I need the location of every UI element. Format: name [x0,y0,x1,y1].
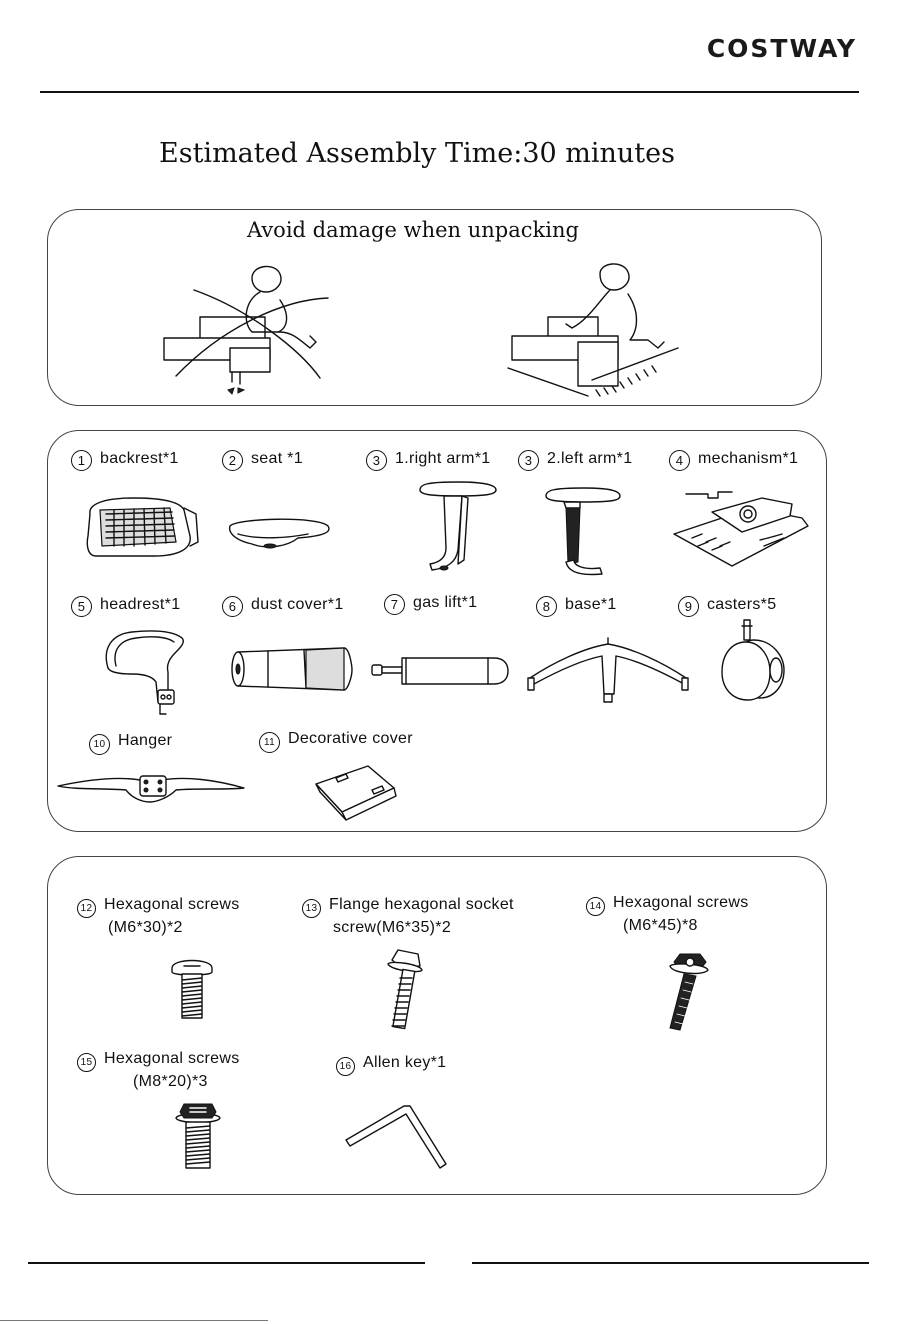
mechanism-icon [672,484,812,574]
part-label-headrest: 5 headrest*1 [71,596,180,617]
hardware-label-allen-key: 16 Allen key*1 [336,1053,446,1076]
unpacking-wrong-icon [160,260,350,400]
part-label-left-arm: 3 2.left arm*1 [518,450,632,471]
flange-screw-icon [380,948,426,1032]
long-screw-icon [664,950,714,1032]
decorative-cover-icon [312,764,398,824]
unpacking-correct-icon [508,260,698,400]
hardware-label-m8x20: 15 Hexagonal screws (M8*20)*3 [77,1049,240,1092]
part-label-casters: 9 casters*5 [678,596,776,617]
caster-icon [720,618,790,704]
backrest-icon [84,496,204,560]
footer-divider-left [28,1262,425,1264]
hex-bolt-icon [174,1100,222,1170]
right-arm-icon [418,480,498,580]
dust-cover-icon [228,646,352,692]
hardware-label-m6x30: 12 Hexagonal screws (M6*30)*2 [77,895,240,938]
part-label-dust-cover: 6 dust cover*1 [222,596,344,617]
gas-lift-icon [370,654,510,688]
footer-divider-right [472,1262,869,1264]
part-label-gas-lift: 7 gas lift*1 [384,594,477,615]
part-label-right-arm: 3 1.right arm*1 [366,450,491,471]
hanger-icon [56,768,246,808]
header-divider [40,91,859,93]
unpacking-title: Avoid damage when unpacking [247,218,579,242]
part-label-mechanism: 4 mechanism*1 [669,450,798,471]
headrest-icon [102,628,186,718]
brand-logo: COSTWAY [706,34,857,63]
screw-icon [170,954,214,1020]
left-arm-icon [544,486,624,580]
page-title: Estimated Assembly Time:30 minutes [159,138,675,169]
part-label-decorative-cover: 11 Decorative cover [259,730,413,753]
part-label-base: 8 base*1 [536,596,617,617]
base-icon [524,634,692,704]
hardware-label-m6x35: 13 Flange hexagonal socket screw(M6*35)*2 [302,895,514,938]
part-label-seat: 2 seat *1 [222,450,303,471]
seat-icon [228,516,332,556]
part-label-hanger: 10 Hanger [89,732,172,755]
allen-key-icon [342,1100,452,1172]
part-label-backrest: 1 backrest*1 [71,450,179,471]
bottom-edge-rule [0,1320,268,1321]
hardware-label-m6x45: 14 Hexagonal screws (M6*45)*8 [586,893,749,936]
